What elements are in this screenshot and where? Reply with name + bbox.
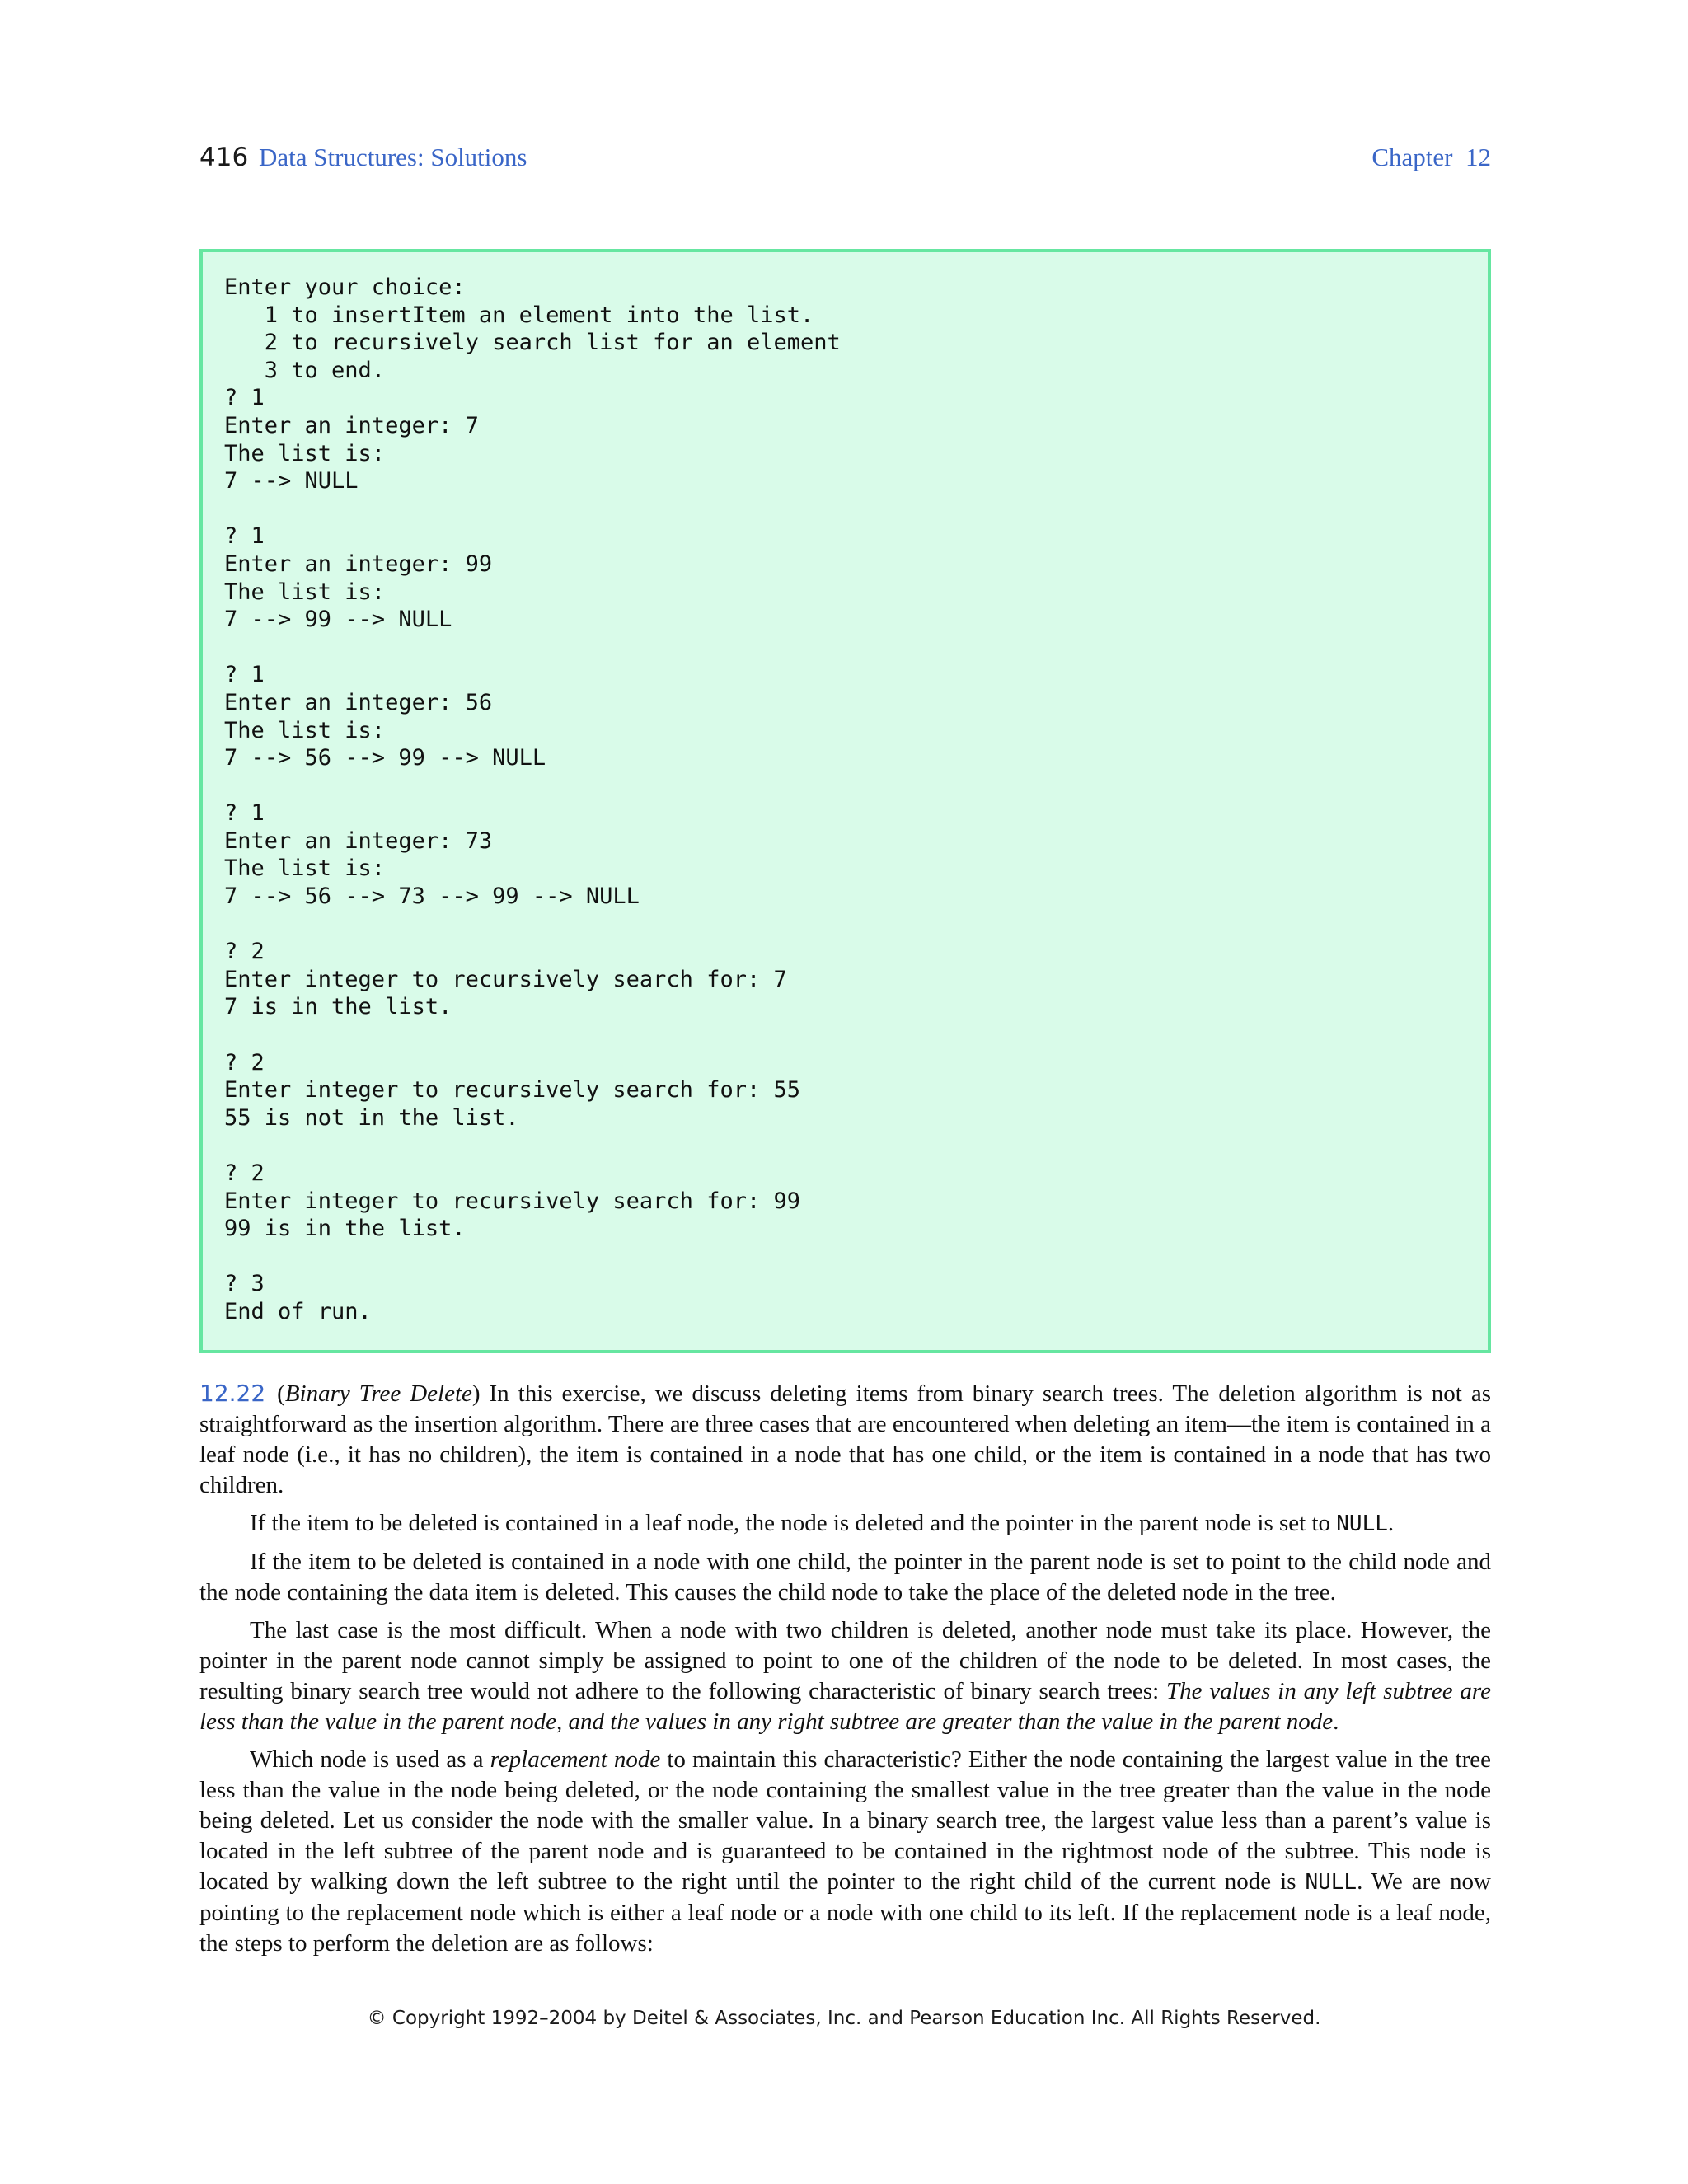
exercise-paragraph-1-text: In this exercise, we discuss deleting items from binary search trees. The deletion algorithm is not as straightforward as the insertion algorithm. There are three cases that are encountered when deleting an item—the item is contained in a leaf node (i.e., it has no children), the item is contained in a node that has one child, or the item is contained in a node that has two children. [199,1380,1491,1498]
copyright-footer: © Copyright 1992–2004 by Deitel & Associates, Inc. and Pearson Education Inc. All Rights Reserved. [367,2008,1321,2029]
paragraph-4-text: The last case is the most difficult. When a node with two children is deleted, another node must take its place. However, the pointer in the parent node cannot simply be assigned to point to one of the children of the node to be deleted. In most cases, the resulting binary search tree would not adhere to the following characteristic of binary search trees: [199,1617,1491,1704]
paragraph-5-start: Which node is used as a [250,1746,490,1773]
paragraph-5-middle: to maintain this characteristic? Either the node containing the largest value in the tree less than the value in the node being deleted, or the node containing the smallest value in the tree greater than the value in the node being deleted. Let us consider the node with the smaller value. In a binary search tree, the largest value less than a parent’s value is located in the left subtree of the parent node and is guaranteed to be contained in the rightmost node of the subtree. This node is located by walking down the left subtree to the right until the pointer to the right child of the current node is [199,1746,1491,1895]
paragraph-2-end: . [1387,1510,1395,1536]
paragraph-2-text: If the item to be deleted is contained in a leaf node, the node is deleted and the pointer in the parent node is set to [250,1510,1337,1536]
exercise-text [199,1378,1491,1966]
exercise-number: 12.22 [199,1380,266,1407]
page-number: 416 [199,143,249,172]
exercise-paragraph-5 [199,1745,1491,1959]
replacement-node-term: replacement node [490,1746,661,1773]
chapter-label: Chapter 12 [1372,143,1491,171]
exercise-title: Binary Tree Delete [284,1380,472,1407]
page-header [199,138,1491,176]
exercise-paragraph-4 [199,1615,1491,1737]
running-title: Data Structures: Solutions [259,143,528,171]
program-output-box [199,249,1491,1353]
exercise-paragraph-3: If the item to be deleted is contained in a node with one child, the pointer in the parent node is set to point to the child node and the node containing the data item is deleted. This causes the child node to take the place of the deleted node in the tree. [199,1549,1491,1605]
null-keyword: NULL [1336,1511,1388,1536]
null-keyword-2: NULL [1305,1870,1357,1895]
program-output-text: Enter your choice: 1 to insertItem an element into the list. 2 to recursively search list for an element 3 to end. ? 1 Enter an integer: 7 The list is: 7 --> NULL ? 1 Enter an integer: 99 The list is: 7 --> 99 --> NULL ? 1 Enter an integer: 56 The list is: 7 --> 56 --> 99 --> NULL ? 1 Enter an integer: 73 The list is: 7 --> 56 --> 73 --> 99 --> NULL ? 2 Enter integer to recursively search for: 7 7 is in the list. ? 2 Enter integer to recursively search for: 55 55 is not in the list. ? 2 Enter integer to recursively search for: 99 99 is in the list. ? 3 End of run. [224,274,841,1324]
paragraph-5-end: . We are now pointing to the replacement node which is either a leaf node or a node with one child to its left. If the replacement node is a leaf node, the steps to perform the deletion are as follows: [199,1868,1491,1957]
paragraph-4-end: . [1333,1708,1339,1735]
exercise-paragraph-2 [199,1508,1491,1540]
bst-characteristic: The values in any left subtree are less than the value in the parent node, and the values in any right subtree are greater than the value in the parent node [199,1678,1491,1735]
exercise-paragraph-1: 12.22 (Binary Tree Delete) In this exercise, we discuss deleting items from binary search trees. The deletion algorithm is not as straightforward as the insertion algorithm. There are three cases that are encountered when deleting an item—the item is contained in a leaf node (i.e., it has no children), the item is contained in a node that has one child, or the item is contained in a node that has two children. [199,1380,1491,1498]
